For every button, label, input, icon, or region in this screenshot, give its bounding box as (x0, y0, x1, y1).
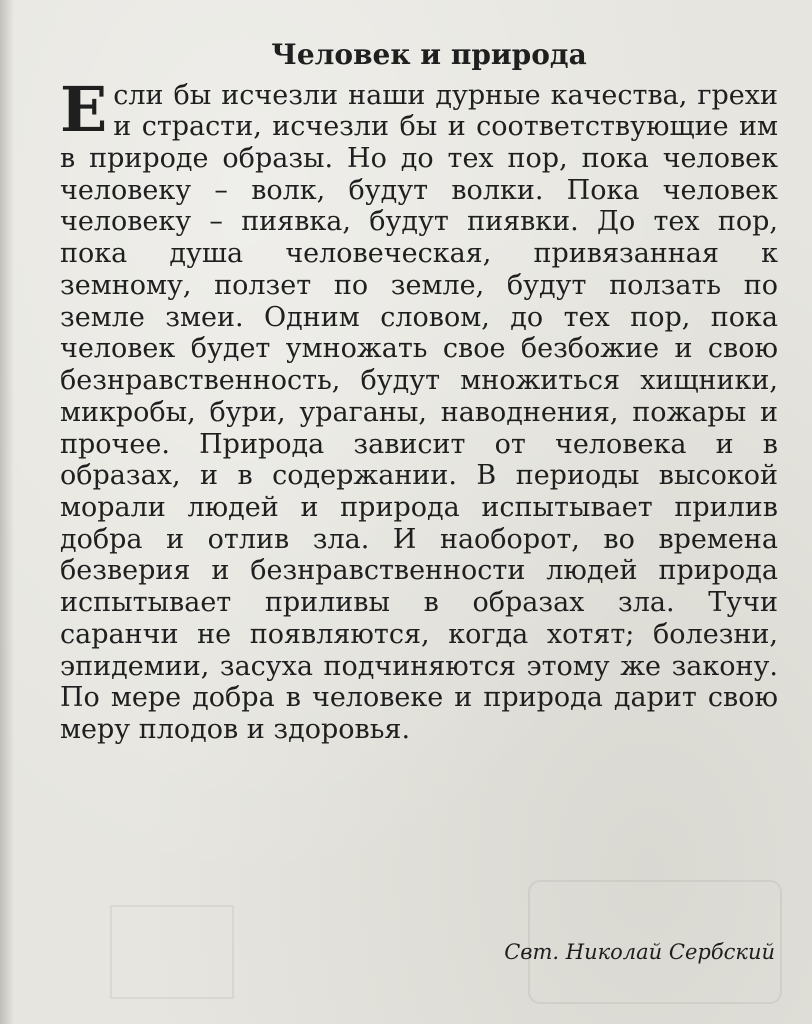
article-title: Человек и природа (271, 38, 587, 71)
author-attribution: Свт. Николай Сербский (504, 940, 775, 964)
article-body (60, 72, 778, 746)
show-through-ghost (110, 905, 234, 999)
body-text: сли бы исчезли наши дурные качества, грехи и страсти, исчезли бы и соответствующие им в природе образы. Но до тех пор, пока человек человеку – волк, будут волки. Пока человек человеку – пиявка, будут пиявки. До тех пор, пока душа человеческая, привязанная к земному, ползет по земле, будут ползать по земле змеи. Одним словом, до тех пор, пока человек будет умножать свое безбожие и свою безнравственность, будут множиться хищники, микробы, бури, ураганы, наводнения, пожары и прочее. Природа зависит от человека и в образах, и в содержании. В периоды высокой морали людей и природа испытывает прилив добра и отлив зла. И наоборот, во времена безверия и безнравственности людей природа испытывает приливы в образах зла. Тучи саранчи не появляются, когда хотят; болезни, эпидемии, засуха подчиняются этому же закону. По мере добра в человеке и природа дарит свою меру плодов и здоровья. (60, 79, 778, 745)
drop-cap: Е (60, 72, 108, 146)
paper-edge-shadow (0, 0, 14, 1024)
article (60, 38, 778, 746)
